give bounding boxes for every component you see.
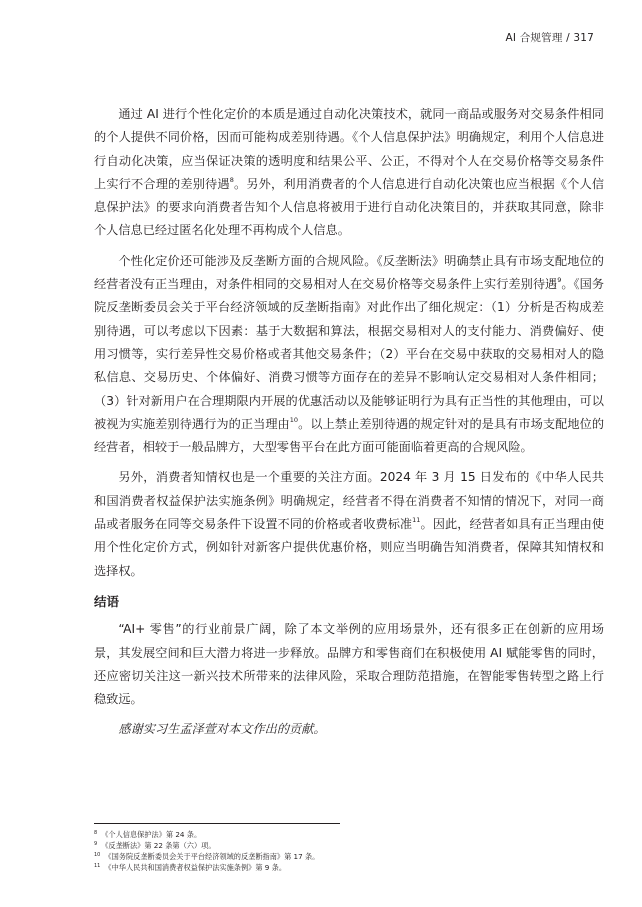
- footnote-text: 《国务院反垄断委员会关于平台经济领域的反垄断指南》第 17 条。: [104, 852, 320, 861]
- running-header: AI 合规管理 / 317: [505, 32, 594, 44]
- footnote-number: 8: [94, 830, 98, 836]
- paragraph-conclusion: “AI+ 零售”的行业前景广阔，除了本文举例的应用场景外，还有很多正在创新的应用场景，其发展空间和巨大潜力将进一步释放。品牌方和零售商们在积极使用 AI 赋能零售的同时，还应密切关注这一新兴技术所带来的法律风险，采取合理防范措施，在智能零售转型之路上行稳致远。: [94, 622, 604, 707]
- footnote-divider: [94, 823, 340, 824]
- paragraph-text: 。因此，经营者如具有正当理由使用个性化定价方式，例如针对新客户提供优惠价格，则应当明确告知消费者，保障其知情权和选择权。: [94, 517, 605, 578]
- footnote-item: [94, 851, 594, 862]
- footnote-text: 《反垄断法》第 22 条第（六）项。: [101, 841, 216, 850]
- paragraph-personalized-pricing: [94, 103, 604, 243]
- paragraph-antitrust: [94, 250, 604, 460]
- article-body: [94, 103, 604, 749]
- paragraph-text: 个性化定价还可能涉及反垄断方面的合规风险。《反垄断法》明确禁止具有市场支配地位的经营者没有正当理由，对条件相同的交易相对人在交易价格等交易条件上实行差别待遇: [94, 253, 604, 292]
- paragraph-text: 另外，消费者知情权也是一个重要的关注方面。2024 年 3 月 15 日发布的《中华人民共和国消费者权益保护法实施条例》明确规定，经营者不得在消费者不知情的情况下，对同一商品或者服务在同等交易条件下设置不同的价格或者收费标准: [94, 470, 604, 532]
- footnote-text: 《个人信息保护法》第 24 条。: [101, 830, 202, 839]
- footnote-text: 《中华人民共和国消费者权益保护法实施条例》第 9 条。: [104, 863, 287, 872]
- footnote-item: [94, 862, 594, 873]
- footnote-ref-8[interactable]: 8: [229, 175, 234, 184]
- footnote-number: 9: [94, 841, 98, 847]
- paragraph-text: 。以上禁止差别待遇的规定针对的是具有市场支配地位的经营者，相较于一般品牌方，大型零售平台在此方面可能面临着更高的合规风险。: [94, 416, 605, 455]
- footnote-ref-9[interactable]: 9: [557, 276, 562, 285]
- footnote-number: 11: [94, 863, 101, 869]
- footnote-ref-10[interactable]: 10: [289, 415, 299, 424]
- paragraph-consumer-rights: [94, 466, 604, 582]
- footnote-item: [94, 829, 594, 840]
- footnote-item: [94, 840, 594, 851]
- conclusion-heading: 结语: [94, 593, 120, 609]
- footnote-ref-11[interactable]: 11: [412, 516, 421, 525]
- paragraph-text: 。另外，利用消费者的个人信息进行自动化决策也应当根据《个人信息保护法》的要求向消费者告知个人信息将被用于进行自动化决策目的，并获取其同意，除非个人信息已经过匿名化处理不再构成个人信息。: [94, 176, 604, 238]
- footnote-number: 10: [94, 852, 101, 858]
- footnotes: [94, 829, 594, 873]
- paragraph-text: 通过 AI 进行个性化定价的本质是通过自动化决策技术，就同一商品或服务对交易条件相同的个人提供不同价格，因而可能构成差别待遇。《个人信息保护法》明确规定，利用个人信息进行自动化决策，应当保证决策的透明度和结果公平、公正，不得对个人在交易价格等交易条件上实行不合理的差别待遇: [94, 107, 604, 191]
- paragraph-text: 。《国务院反垄断委员会关于平台经济领域的反垄断指南》对此作出了细化规定：（1）分析是否构成差别待遇，可以考虑以下因素：基于大数据和算法，根据交易相对人的支付能力、消费偏好、使用习惯等，实行差异性交易价格或者其他交易条件；（2）平台在交易中获取的交易相对人的隐私信息、交易历史、个体偏好、消费习惯等方面存在的差异不影响认定交易相对人条件相同；（3）针对新用户在合理期限内开展的优惠活动以及能够证明行为具有正当性的其他理由，可以被视为实施差别待遇行为的正当理由: [94, 277, 605, 431]
- acknowledgement: 感谢实习生孟泽萱对本文作出的贡献。: [118, 722, 326, 737]
